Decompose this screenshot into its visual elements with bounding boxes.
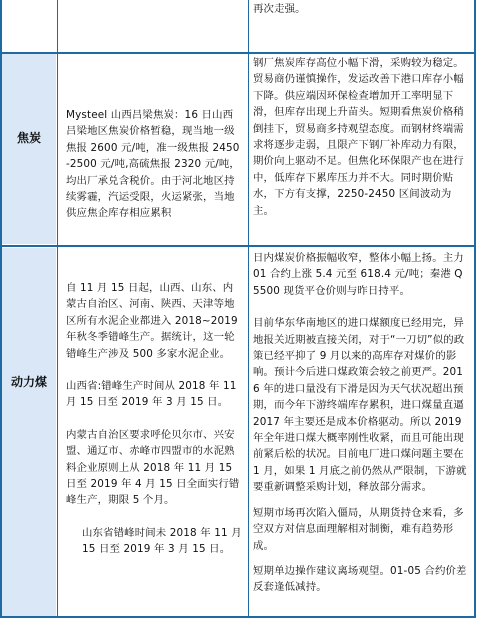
coal-analysis-paragraph: 短期市场再次陷入僵局，从期货持仓来看，多空双方对信息面理解相对制衡，难有趋势形成。 (253, 506, 464, 552)
column-divider-2 (248, 0, 249, 618)
top-row-text: 再次走强。 (253, 3, 306, 15)
category-cell-coke (2, 54, 56, 244)
coal-news-text (66, 280, 242, 558)
coke-news-text: Mysteel 山西吕梁焦炭：16 日山西吕梁地区焦炭价格暂稳，现当地一级焦报 2600 元/吨，准一级焦报 2450-2500 元/吨,高硫焦报 2320 元/吨，均出厂承兑含税价。由于河北地区持续雾霾，汽运受限，火运紧张，当地供应焦企库存相应累积 (66, 109, 240, 220)
row-divider-1 (0, 52, 476, 54)
row-divider-2 (0, 245, 476, 247)
category-label-coke: 焦炭 (16, 131, 41, 145)
coke-analysis-text: 钢厂焦炭库存高位小幅下滑，采购较为稳定。贸易商仍谨慎操作，发运改善下港口库存小幅下降。供应端因环保检查增加开工率明显下滑，但库存出现上升苗头。短期看焦炭价格稍倒挂下，贸易商多持观望态度。而钢材终端需求将逐步走弱，且限产下钢厂补库动力有限，期价向上驱动不足。但焦化环保限产也在进行中，低库存下累库压力并不大。同时期价贴水，下方有支撑，2250-2450 区间波动为主。 (253, 57, 464, 217)
column-divider-1 (57, 0, 58, 618)
table-border-right (474, 0, 476, 618)
coal-analysis-paragraph: 目前华东华南地区的进口煤额度已经用完，异地报关近期被直接关闭，对于“一刀切”似的政策已经平抑了 9 月以来的高库存对煤价的影响。预计今后进口煤政策会较之前更严。2016 年的进口量没有下滑是因为天气状况超出预期，而今年下游终端库存累积，进口煤量直逼 2017 年主要还是成本价格驱动。所以 2019 年全年进口煤大概率刚性收紧，而且可能出现前紧后松的状况。目前电厂进口煤问题主要在 1 月，如果 1 月底之前仍然从严限制，下游就要重新调整采购计划，释放部分需求。 (253, 317, 467, 494)
coal-news-paragraph: 山西省:错峰生产时间从 2018 年 11 月 15 日至 2019 年 3 月 15 日。 (66, 380, 237, 409)
coal-analysis-text (253, 250, 469, 596)
coal-analysis-paragraph: 日内煤炭价格振幅收窄，整体小幅上扬。主力 01 合约上涨 5.4 元至 618.4 元/吨；秦港 Q5500 现货平仓价则与昨日持平。 (253, 252, 464, 297)
coal-news-paragraph: 山东省错峰时间未 2018 年 11 月 15 日至 2019 年 3 月 15 日。 (82, 526, 242, 556)
coal-news-paragraph: 内蒙古自治区要求呼伦贝尔市、兴安盟、通辽市、赤峰市四盟市的水泥熟料企业原则上从 2018 年 11 月 15 日至 2019 年 4 月 15 日全面实行错峰生产，期限 5 个月。 (66, 428, 240, 507)
coal-analysis-paragraph: 短期单边操作建议离场观望。01-05 合约价差反套逢低减持。 (253, 564, 467, 594)
table-border-left (0, 0, 2, 618)
category-cell-coal (2, 248, 56, 616)
category-label-coal: 动力煤 (10, 375, 47, 389)
coal-news-paragraph: 自 11 月 15 日起，山西、山东、内蒙古自治区、河南、陕西、天津等地区所有水泥企业都进入 2018~2019 年秋冬季错峰生产。据统计，这一轮错峰生产涉及 500 多家水泥企业。 (66, 282, 238, 360)
